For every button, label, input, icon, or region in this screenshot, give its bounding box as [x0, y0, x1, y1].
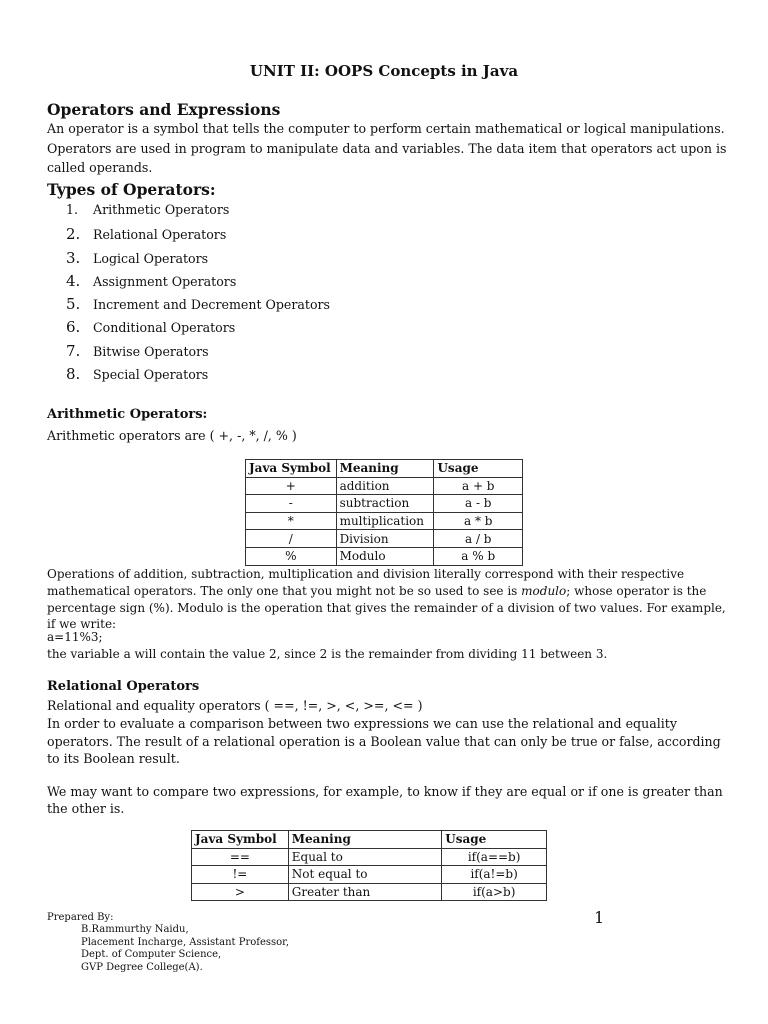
table-cell: > — [192, 883, 289, 901]
footer-line: Dept. of Computer Science, — [81, 949, 222, 961]
list-label: Conditional Operators — [93, 320, 236, 336]
table-header: Usage — [442, 831, 547, 849]
list-label: Logical Operators — [93, 250, 209, 266]
list-number: 3. — [66, 248, 81, 267]
list-item — [66, 365, 330, 388]
table-cell: a % b — [434, 547, 523, 565]
table-cell: Equal to — [288, 848, 441, 866]
list-item — [66, 295, 330, 318]
table-cell: + — [246, 477, 337, 495]
table-header: Meaning — [288, 831, 441, 849]
table-cell: % — [246, 547, 337, 565]
arithmetic-table — [245, 459, 523, 566]
list-number: 2. — [66, 225, 81, 244]
table-cell: Division — [336, 530, 434, 548]
relational-table — [191, 830, 547, 901]
table-row — [246, 477, 523, 495]
list-label: Relational Operators — [93, 227, 227, 243]
list-label: Increment and Decrement Operators — [93, 297, 331, 313]
operator-types-list — [66, 202, 330, 388]
list-label: Bitwise Operators — [93, 343, 209, 359]
relational-intro: Relational and equality operators ( ==, !=, >, <, >=, <= ) — [47, 698, 423, 713]
modulo-text-part1: Operations of addition, subtraction, multiplication and division literally correspond with their respective mathematical operators. The only one that you might not be so used to see is — [47, 567, 685, 598]
table-row — [246, 495, 523, 513]
section-heading-operators: Operators and Expressions — [47, 100, 281, 119]
arithmetic-intro: Arithmetic operators are ( +, -, *, /, % ) — [47, 428, 297, 443]
modulo-result: the variable a will contain the value 2, since 2 is the remainder from dividing 11 between 3. — [47, 647, 608, 661]
table-cell: * — [246, 512, 337, 530]
table-header-row — [246, 460, 523, 478]
table-cell: - — [246, 495, 337, 513]
intro-paragraph: An operator is a symbol that tells the computer to perform certain mathematical or logical manipulations. Operators are used in program to manipulate data and variables. The data item that operators act upon is called operands. — [47, 121, 727, 175]
table-header-row — [192, 831, 547, 849]
page-title: UNIT II: OOPS Concepts in Java — [249, 62, 519, 80]
list-item — [66, 202, 330, 225]
table-cell: multiplication — [336, 512, 434, 530]
list-number: 1. — [66, 202, 79, 217]
table-header: Java Symbol — [192, 831, 289, 849]
table-cell: Not equal to — [288, 866, 441, 884]
modulo-italic: modulo — [521, 583, 567, 598]
table-row — [246, 512, 523, 530]
table-cell: if(a!=b) — [442, 866, 547, 884]
list-item — [66, 342, 330, 365]
relational-heading: Relational Operators — [47, 679, 200, 694]
list-label: Arithmetic Operators — [93, 202, 230, 217]
modulo-text-part2: ; whose operator is the percentage sign (%). Modulo is the operation that gives the remainder of a division of two values. For example, if we write: — [47, 583, 726, 632]
arithmetic-heading: Arithmetic Operators: — [47, 407, 208, 422]
table-cell: a + b — [434, 477, 523, 495]
list-number: 5. — [66, 295, 81, 314]
relational-paragraph-2: We may want to compare two expressions, for example, to know if they are equal or if one is greater than the other is. — [47, 784, 723, 816]
list-item — [66, 272, 330, 295]
list-number: 4. — [66, 271, 81, 290]
list-number: 6. — [66, 318, 81, 337]
types-heading: Types of Operators: — [47, 180, 216, 199]
table-cell: if(a>b) — [442, 883, 547, 901]
table-cell: Modulo — [336, 547, 434, 565]
list-item — [66, 225, 330, 248]
table-cell: a * b — [434, 512, 523, 530]
list-item — [66, 318, 330, 341]
table-row — [246, 547, 523, 565]
footer-line: B.Rammurthy Naidu, — [81, 924, 189, 936]
list-number: 8. — [66, 365, 81, 384]
footer — [47, 912, 289, 974]
table-cell: a / b — [434, 530, 523, 548]
table-cell: Greater than — [288, 883, 441, 901]
modulo-paragraph — [47, 566, 727, 633]
table-cell: if(a==b) — [442, 848, 547, 866]
footer-line: Placement Incharge, Assistant Professor, — [81, 936, 290, 948]
table-row — [246, 530, 523, 548]
table-header: Usage — [434, 460, 523, 478]
list-label: Special Operators — [93, 367, 209, 383]
code-example: a=11%3; — [47, 630, 103, 644]
table-row — [192, 883, 547, 901]
table-header: Java Symbol — [246, 460, 337, 478]
list-label: Assignment Operators — [93, 273, 237, 289]
table-cell: / — [246, 530, 337, 548]
table-row — [192, 848, 547, 866]
footer-line: GVP Degree College(A). — [81, 961, 203, 973]
table-row — [192, 866, 547, 884]
relational-paragraph-1: In order to evaluate a comparison between two expressions we can use the relational and equality operators. The result of a relational operation is a Boolean value that can only be true or false, according to its Boolean result. — [47, 716, 721, 766]
table-cell: a - b — [434, 495, 523, 513]
table-cell: == — [192, 848, 289, 866]
list-item — [66, 249, 330, 272]
table-cell: addition — [336, 477, 434, 495]
table-cell: != — [192, 866, 289, 884]
table-cell: subtraction — [336, 495, 434, 513]
footer-label: Prepared By: — [47, 912, 114, 923]
table-header: Meaning — [336, 460, 434, 478]
list-number: 7. — [66, 341, 81, 360]
page-number: 1 — [594, 908, 605, 927]
